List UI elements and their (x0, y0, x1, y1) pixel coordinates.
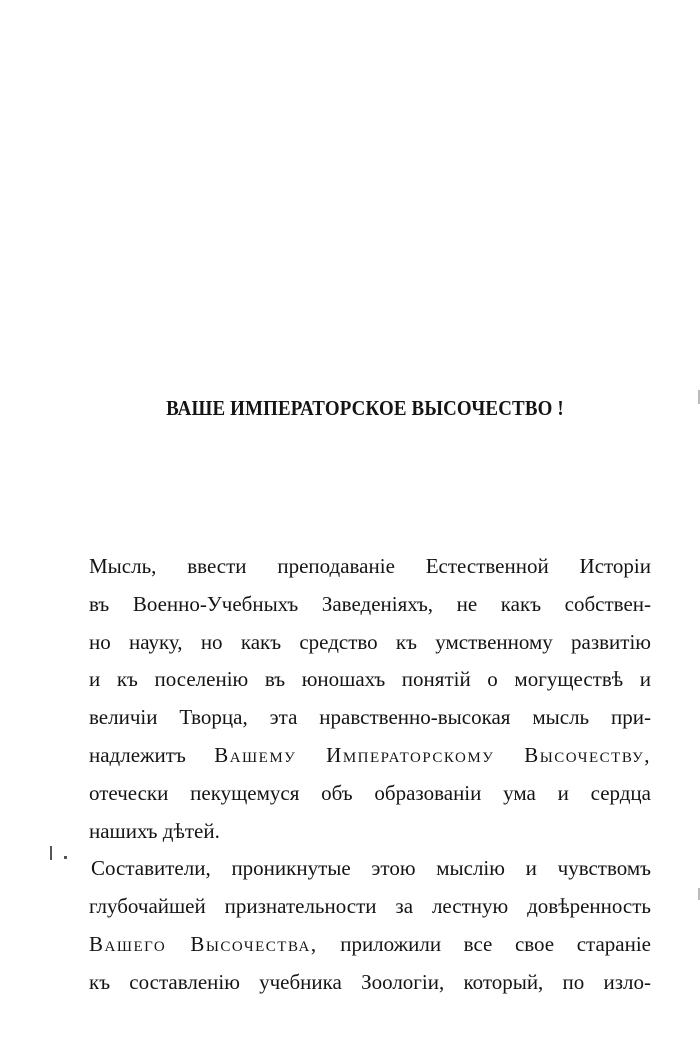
text-line-3: но науку, но какъ средство къ умственному развитію (89, 629, 651, 654)
text-line-11 (89, 926, 651, 964)
text-line-6 (89, 737, 651, 775)
margin-speck (64, 856, 67, 859)
dedication-heading: ВАШЕ ИМПЕРАТОРСКОЕ ВЫСОЧЕСТВО ! (166, 396, 564, 420)
text-line-7: отечески пекущемуся объ образованіи ума и сердца (89, 780, 651, 805)
text-line-5: величіи Творца, эта нравственно-высокая мысль при- (89, 705, 651, 730)
text-line-2: въ Военно-Учебныхъ Заведеніяхъ, не какъ собствен- (89, 591, 651, 616)
text-line-11-honorific: Вашего Высочества, (89, 931, 318, 956)
dedication-text (89, 548, 651, 1002)
text-line-6-start: надлежитъ (89, 742, 186, 767)
text-line-8: нашихъ дѣтей. (89, 818, 220, 843)
text-line-12: къ составленію учебника Зоологіи, который, по изло- (89, 969, 651, 994)
text-line-1: Мысль, ввести преподаваніе Естественной Исторіи (89, 554, 651, 578)
text-line-6-honorific: Вашему Императорскому Высочеству, (214, 742, 651, 767)
text-line-4: и къ поселенію въ юношахъ понятій о могуществѣ и (89, 667, 651, 692)
text-line-11-end: приложили все свое стараніе (340, 931, 651, 956)
margin-speck (50, 846, 52, 860)
text-line-10: глубочайшей признательности за лестную довѣренность (89, 894, 651, 919)
text-line-9: Составители, проникнутые этою мыслію и чувствомъ (91, 856, 651, 881)
